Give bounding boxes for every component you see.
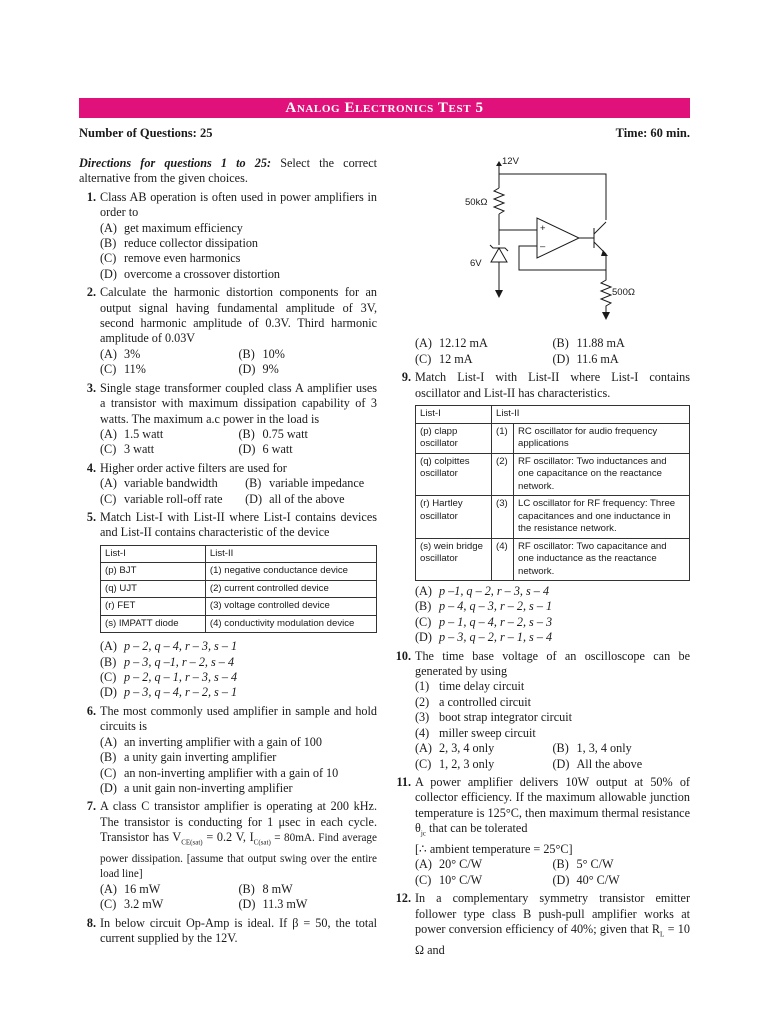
question-number: 9. <box>401 370 411 385</box>
option-text: 9% <box>262 362 279 377</box>
table-cell: (s) IMPATT diode <box>101 615 206 633</box>
option-b[interactable] <box>553 857 691 872</box>
option-text: an non-inverting amplifier with a gain of 10 <box>124 765 339 780</box>
option-a[interactable] <box>100 735 377 750</box>
option-d[interactable] <box>245 492 377 507</box>
option-label: (D) <box>238 442 256 457</box>
option-label: (A) <box>100 734 117 749</box>
option-c[interactable] <box>415 352 553 367</box>
option-label: (B) <box>100 236 117 251</box>
option-c[interactable] <box>415 873 553 888</box>
table-row <box>101 615 377 633</box>
table-cell: (1) <box>492 423 514 453</box>
list-item: (4) miller sweep circuit <box>415 725 536 740</box>
option-label: (B) <box>238 426 255 441</box>
option-label: (C) <box>100 670 117 685</box>
option-label: (D) <box>415 630 432 645</box>
table-header: List-II <box>492 406 690 424</box>
option-text: 16 mW <box>124 881 161 896</box>
option-label: (D) <box>238 897 256 912</box>
table-cell: (r) FET <box>101 598 206 616</box>
question-1 <box>79 190 377 282</box>
table-cell: (s) wein bridge oscillator <box>416 538 492 581</box>
option-label: (B) <box>415 599 432 614</box>
feedback-wire <box>519 246 606 270</box>
table-cell: RF oscillator: Two inductances and one capacitance on the reactance network. <box>514 453 690 496</box>
question-number: 12. <box>395 891 411 906</box>
option-label: (D) <box>100 685 117 700</box>
option-b[interactable] <box>415 599 690 614</box>
option-label: (A) <box>100 881 117 896</box>
resistor-500 <box>601 275 611 316</box>
resistor-50k-label: 50kΩ <box>465 197 488 208</box>
option-label: (D) <box>100 780 117 795</box>
option-d[interactable] <box>239 362 378 377</box>
option-label: (C) <box>100 897 117 912</box>
option-text: p – 1, q – 4, r – 2, s – 3 <box>439 614 553 629</box>
option-text: 12.12 mA <box>439 336 488 351</box>
option-b[interactable] <box>553 336 691 351</box>
question-number: 10. <box>395 648 411 663</box>
option-a[interactable] <box>100 882 239 897</box>
directions-heading: Directions for questions 1 to 25: <box>79 156 272 170</box>
list-item: (2) a controlled circuit <box>415 694 532 709</box>
option-label: (B) <box>552 857 569 872</box>
table-header: List-I <box>416 406 492 424</box>
zener-diode <box>491 248 507 262</box>
option-label: (B) <box>100 654 117 669</box>
table-cell: (2) current controlled device <box>205 580 376 598</box>
option-d[interactable] <box>239 897 378 912</box>
option-text: all of the above <box>269 491 345 506</box>
option-text: p – 3, q –1, r – 2, s – 4 <box>124 654 235 669</box>
option-text: variable roll-off rate <box>124 491 223 506</box>
option-label: (D) <box>245 491 263 506</box>
option-text: 20° C/W <box>439 857 483 872</box>
option-label: (D) <box>238 362 256 377</box>
option-text: 1, 3, 4 only <box>576 741 632 756</box>
option-text: p –1, q – 2, r – 3, s – 4 <box>439 584 550 599</box>
option-text: variable impedance <box>269 476 365 491</box>
question-text: Match List-I with List-II where List-I contains devices and List-II contains characteristic of the device <box>100 509 377 540</box>
option-text: 1.5 watt <box>124 426 164 441</box>
option-text: 40° C/W <box>576 872 620 887</box>
option-b[interactable] <box>553 741 691 756</box>
list-item: (3) boot strap integrator circuit <box>415 710 573 725</box>
option-label: (C) <box>100 362 117 377</box>
option-d[interactable] <box>553 873 691 888</box>
option-text: p – 2, q – 1, r – 3, s – 4 <box>124 670 238 685</box>
option-c[interactable] <box>100 362 239 377</box>
question-text: Match List-I with List-II where List-I contains oscillator and List-II has characteristics. <box>415 370 690 400</box>
option-text: 8 mW <box>262 881 293 896</box>
option-text: variable bandwidth <box>124 476 218 491</box>
option-text: p – 4, q – 3, r – 2, s – 1 <box>439 599 553 614</box>
table-cell: (p) BJT <box>101 563 206 581</box>
match-table <box>415 405 690 581</box>
table-row <box>101 563 377 581</box>
question-number: 8. <box>86 915 96 930</box>
question-3 <box>79 381 377 458</box>
question-number: 1. <box>86 189 96 204</box>
option-label: (A) <box>415 741 432 756</box>
resistor-50k <box>494 188 504 214</box>
option-text: p – 3, q – 2, r – 1, s – 4 <box>439 630 553 645</box>
question-number: 3. <box>86 380 96 395</box>
option-text: 6 watt <box>262 442 293 457</box>
option-a[interactable] <box>415 336 553 351</box>
table-cell: RF oscillator: Two capacitance and one inductance as the reactance network. <box>514 538 690 581</box>
option-label: (C) <box>415 351 432 366</box>
collector-wire <box>499 174 606 220</box>
option-label: (C) <box>415 872 432 887</box>
question-text: A power amplifier delivers 10W output at 50% of collector efficiency. If the maximum allowable junction temperature is 125°C, then maximum thermal resistance $\theta_{jc}$ that can be tolerated <box>415 774 690 838</box>
option-label: (C) <box>100 442 117 457</box>
option-text: 5° C/W <box>576 857 614 872</box>
question-text: In below circuit Op-Amp is ideal. If β = 50, the total current supplied by the 12V. <box>100 915 377 945</box>
option-label: (A) <box>100 220 117 235</box>
option-label: (A) <box>100 476 117 491</box>
question-number: 4. <box>86 460 96 475</box>
question-text: Single stage transformer coupled class A amplifier uses a transistor with maximum dissipation capability of 3 watts. The maximum a.c power in the load is <box>100 380 377 426</box>
question-6 <box>79 704 377 796</box>
question-text: In a complementary symmetry transistor emitter follower type class B push-pull amplifier works at power conversion efficiency of 40%; given that $R_L = 10$ Ω and <box>415 891 690 957</box>
table-cell: (p) clapp oscillator <box>416 423 492 453</box>
option-a[interactable] <box>100 221 377 236</box>
inverting-input-label: – <box>540 241 546 252</box>
question-text: Calculate the harmonic distortion components for an output signal having fundamental amplitude of 3V, second harmonic amplitude of 0.3V. Third harmonic amplitude of 0.03V <box>100 285 377 346</box>
option-label: (B) <box>100 750 117 765</box>
option-label: (D) <box>100 266 117 281</box>
option-label: (A) <box>415 584 432 599</box>
zener-voltage-label: 6V <box>470 258 482 269</box>
test-title-banner: Analog Electronics Test 5 <box>79 98 690 118</box>
time-limit: Time: 60 min. <box>615 126 690 140</box>
option-b[interactable] <box>100 750 377 765</box>
option-a[interactable] <box>100 639 377 654</box>
option-text: 1, 2, 3 only <box>439 756 495 771</box>
option-c[interactable] <box>100 492 245 507</box>
question-5 <box>79 510 377 636</box>
option-a[interactable] <box>100 476 245 491</box>
option-text: 11.6 mA <box>576 351 619 366</box>
table-cell: RC oscillator for audio frequency applications <box>514 423 690 453</box>
question-10 <box>394 649 690 772</box>
table-cell: (3) voltage controlled device <box>205 598 376 616</box>
question-text: Higher order active filters are used for <box>100 460 287 475</box>
number-of-questions: Number of Questions: 25 <box>79 126 213 140</box>
table-cell: LC oscillator for RF frequency: Three capacitances and one inductance in the resistance network. <box>514 496 690 539</box>
note: [∴ ambient temperature = 25°C] <box>415 841 573 856</box>
option-text: p – 2, q – 4, r – 3, s – 1 <box>124 639 238 654</box>
option-label: (B) <box>245 476 262 491</box>
left-column <box>79 156 377 949</box>
option-d[interactable] <box>415 630 690 645</box>
option-text: remove even harmonics <box>124 251 241 266</box>
option-text: get maximum efficiency <box>124 220 243 235</box>
option-d[interactable] <box>100 267 377 282</box>
question-text: The time base voltage of an oscilloscope can be generated by using <box>415 648 690 679</box>
option-b[interactable] <box>245 476 377 491</box>
table-cell: (3) <box>492 496 514 539</box>
table-row <box>101 598 377 616</box>
option-label: (A) <box>415 336 432 351</box>
resistor-500-label: 500Ω <box>612 287 635 298</box>
supply-voltage-label: 12V <box>502 156 519 167</box>
question-number: 7. <box>86 799 96 814</box>
option-text: overcome a crossover distortion <box>124 266 281 281</box>
question-number: 5. <box>86 509 96 524</box>
option-c[interactable] <box>100 766 377 781</box>
option-label: (D) <box>552 756 570 771</box>
list-item: (1) time delay circuit <box>415 679 525 694</box>
table-cell: (q) UJT <box>101 580 206 598</box>
option-label: (C) <box>100 765 117 780</box>
option-b[interactable] <box>100 236 377 251</box>
option-c[interactable] <box>100 442 239 457</box>
question-7 <box>79 799 377 912</box>
noninverting-input-label: + <box>540 223 546 234</box>
option-c[interactable] <box>100 897 239 912</box>
right-column <box>394 150 690 961</box>
option-label: (B) <box>552 741 569 756</box>
question-2 <box>79 285 377 377</box>
question-11 <box>394 775 690 888</box>
option-text: 2, 3, 4 only <box>439 741 495 756</box>
option-label: (A) <box>415 857 432 872</box>
question-8 <box>79 916 377 947</box>
option-d[interactable] <box>100 685 377 700</box>
directions-text: Select the correct alternative from the given choices. <box>79 156 378 186</box>
option-label: (C) <box>100 251 117 266</box>
option-c[interactable] <box>415 757 553 772</box>
directions <box>79 156 377 187</box>
option-a[interactable] <box>415 857 553 872</box>
option-text: 11.88 mA <box>576 336 625 351</box>
option-label: (A) <box>100 639 117 654</box>
table-cell: (4) <box>492 538 514 581</box>
table-row <box>416 423 690 453</box>
table-cell: (4) conductivity modulation device <box>205 615 376 633</box>
table-cell: (1) negative conductance device <box>205 563 376 581</box>
option-label: (C) <box>100 491 117 506</box>
option-label: (D) <box>552 872 570 887</box>
option-text: a unity gain inverting amplifier <box>124 750 277 765</box>
table-header: List-I <box>101 545 206 563</box>
table-header: List-II <box>205 545 376 563</box>
option-b[interactable] <box>100 655 377 670</box>
question-12 <box>394 891 690 958</box>
option-d[interactable] <box>553 757 691 772</box>
option-c[interactable] <box>100 251 377 266</box>
table-cell: (q) colpittes oscillator <box>416 453 492 496</box>
option-a[interactable] <box>100 427 239 442</box>
option-label: (A) <box>100 346 117 361</box>
option-label: (A) <box>100 426 117 441</box>
option-a[interactable] <box>415 741 553 756</box>
option-d[interactable] <box>553 352 691 367</box>
table-cell: (r) Hartley oscillator <box>416 496 492 539</box>
question-4 <box>79 461 377 507</box>
table-cell: (2) <box>492 453 514 496</box>
option-a[interactable] <box>100 347 239 362</box>
option-text: 10° C/W <box>439 872 483 887</box>
option-text: 12 mA <box>439 351 473 366</box>
option-text: 10% <box>262 346 285 361</box>
option-label: (C) <box>415 756 432 771</box>
table-row <box>416 496 690 539</box>
option-d[interactable] <box>239 442 378 457</box>
question-9 <box>394 370 690 401</box>
option-label: (C) <box>415 614 432 629</box>
match-table <box>100 545 377 634</box>
question-text: The most commonly used amplifier in sample and hold circuits is <box>100 703 377 734</box>
question-text: A class C transistor amplifier is operating at 200 kHz. The transistor is conducting for 1 μsec in each cycle. Transistor has $V_{CE(sat)} = 0.2$ V, $I_{C(sat)} = 80mA$. Find average power dissipation. [assume that output swing over the entire load line] <box>100 799 377 881</box>
option-b[interactable] <box>239 427 378 442</box>
option-b[interactable] <box>239 882 378 897</box>
option-text: p – 3, q – 4, r – 2, s – 1 <box>124 685 238 700</box>
table-row <box>416 538 690 581</box>
question-number: 6. <box>86 703 96 718</box>
question-text: Class AB operation is often used in power amplifiers in order to <box>100 189 377 220</box>
option-text: 3% <box>124 346 141 361</box>
option-c[interactable] <box>415 615 690 630</box>
question-number: 11. <box>396 774 411 789</box>
option-text: 11.3 mW <box>262 897 308 912</box>
option-text: a unit gain non-inverting amplifier <box>124 780 293 795</box>
option-label: (B) <box>238 346 255 361</box>
ground-arrow <box>495 290 503 298</box>
option-label: (D) <box>552 351 570 366</box>
option-c[interactable] <box>100 670 377 685</box>
option-label: (B) <box>552 336 569 351</box>
table-row <box>101 580 377 598</box>
option-a[interactable] <box>415 584 690 599</box>
op-amp-circuit-diagram <box>394 150 690 328</box>
table-row <box>416 453 690 496</box>
option-text: 11% <box>124 362 146 377</box>
question-number: 2. <box>86 285 96 300</box>
ground-arrow-2 <box>602 312 610 320</box>
option-text: 3.2 mW <box>124 897 164 912</box>
option-b[interactable] <box>239 347 378 362</box>
option-text: 3 watt <box>124 442 155 457</box>
option-label: (B) <box>238 881 255 896</box>
option-text: All the above <box>576 756 643 771</box>
option-text: an inverting amplifier with a gain of 100 <box>124 734 322 749</box>
option-text: reduce collector dissipation <box>124 236 259 251</box>
option-d[interactable] <box>100 781 377 796</box>
option-text: 0.75 watt <box>262 426 308 441</box>
